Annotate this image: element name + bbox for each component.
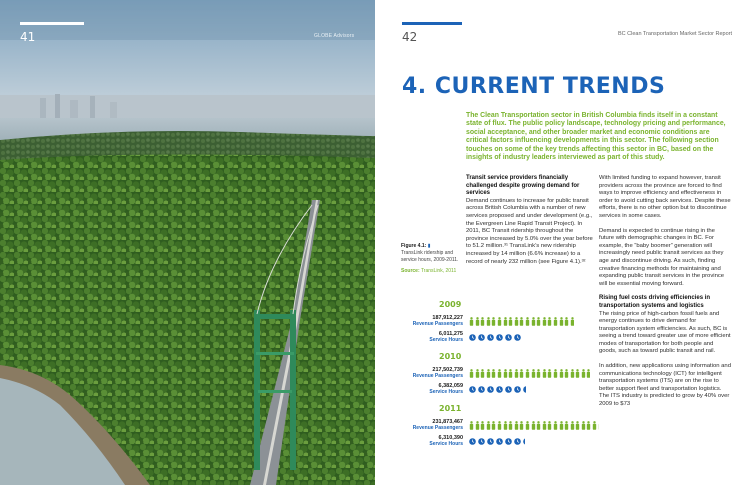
figure-text: TransLink ridership and service hours, 2009-2011. (401, 250, 459, 263)
clock-icon (478, 386, 485, 393)
person-icon (486, 317, 491, 326)
page-number: 41 (20, 30, 36, 44)
person-icon (480, 369, 485, 378)
person-icon (531, 421, 536, 430)
person-icon (598, 421, 599, 430)
person-icon (570, 369, 575, 378)
person-icon (475, 369, 480, 378)
person-icon (536, 369, 541, 378)
body-paragraph: Demand is expected to continue rising in the future with demographic changes in BC. For example, the “baby boomer” generation will increasingly need public transit services as they age and discontinue driving. As such, finding creative financing methods for maintaining and expanding public transit services in the province will be essential moving forward. (599, 227, 725, 287)
source-label: Source: (401, 268, 420, 274)
right-page (375, 0, 750, 485)
header-rule (20, 22, 84, 25)
stat-label (403, 367, 463, 379)
stat-name: Service Hours (429, 389, 463, 395)
clock-icon (505, 438, 512, 445)
stat-name: Revenue Passengers (412, 321, 463, 327)
person-icon (486, 369, 491, 378)
person-icon (497, 369, 502, 378)
running-header: BC Clean Transportation Market Sector Report (617, 31, 732, 37)
running-header: GLOBE Advisors (314, 33, 355, 39)
stat-name: Revenue Passengers (412, 373, 463, 379)
person-icon (486, 421, 491, 430)
subheading-fuel: Rising fuel costs driving efficiencies in transportation systems and logistics (599, 295, 711, 309)
person-icon (497, 421, 502, 430)
body-paragraph: The rising price of high-carbon fossil fuels and energy continues to drive demand for transportation system efficiencies. As such, BC is seeing a trend toward greater use of more efficient modes of transportation for both people and goods, such as toward public transit and rail. (599, 310, 731, 355)
person-icon (547, 369, 552, 378)
person-icon (519, 317, 524, 326)
person-icon (536, 421, 541, 430)
person-icon (570, 421, 575, 430)
chart-icon: ▮ (427, 243, 431, 249)
clock-icon (496, 334, 503, 341)
column-2 (599, 175, 731, 416)
icon-row (469, 333, 523, 342)
clock-icon (523, 438, 525, 445)
stat-value: 6,382,059 (438, 383, 463, 389)
person-icon (497, 317, 502, 326)
figure-label: Figure 4.1: (401, 243, 427, 249)
clock-icon (487, 386, 494, 393)
stat-value: 6,011,275 (438, 331, 463, 337)
subheading-transit: Transit service providers financially challenged despite growing demand for services (466, 175, 580, 197)
stat-label (403, 383, 463, 395)
person-icon (564, 369, 569, 378)
clock-icon (469, 386, 476, 393)
clock-icon (514, 438, 521, 445)
person-icon (592, 421, 597, 430)
figure-caption (401, 243, 463, 275)
body-paragraph: With limited funding to expand however, transit providers across the province are forced to find ways to improve efficiency and effectiveness in order to avoid cutting back services. Despite these efforts, there is no other option but to discontinue services in some cases. (599, 175, 731, 219)
person-icon (480, 421, 485, 430)
stat-value: 231,873,467 (432, 419, 463, 425)
person-icon (475, 317, 480, 326)
passengers-row (403, 419, 573, 434)
person-icon (525, 369, 530, 378)
person-icon (514, 421, 519, 430)
icon-row (469, 421, 599, 430)
person-icon (469, 421, 474, 430)
icon-row (469, 317, 574, 326)
column-1 (466, 175, 594, 273)
clock-icon (514, 334, 521, 341)
person-icon (519, 369, 524, 378)
stat-label (403, 315, 463, 327)
person-icon (514, 369, 519, 378)
person-icon (542, 369, 547, 378)
person-icon (536, 317, 541, 326)
stat-label (403, 331, 463, 343)
icon-row (469, 437, 527, 446)
clock-icon (478, 438, 485, 445)
clock-icon (496, 438, 503, 445)
year-label: 2009 (439, 300, 462, 309)
clock-icon (487, 438, 494, 445)
year-label: 2011 (439, 404, 462, 413)
body-paragraph: Demand continues to increase for public transit across British Columbia with a number of new services proposed and under development (e.g., the Evergreen Line Rapid Transit Project). In 2011, BC Transit ridership throughout the province increased by 5.0% over the year before to 51.2 million.³¹ TransLink’s new ridership increased by 14 million (6.6% increase) to a record of nearly 232 million (see Figure 4.1).³² (466, 197, 593, 265)
person-icon (508, 369, 513, 378)
clock-icon (505, 334, 512, 341)
person-icon (559, 421, 564, 430)
person-icon (469, 369, 474, 378)
person-icon (491, 369, 496, 378)
person-icon (586, 421, 591, 430)
person-icon (491, 421, 496, 430)
stat-value: 187,912,227 (432, 315, 463, 321)
year-label: 2010 (439, 352, 462, 361)
person-icon (480, 317, 485, 326)
person-icon (469, 317, 474, 326)
header-rule (402, 22, 462, 25)
person-icon (503, 369, 508, 378)
person-icon (547, 317, 552, 326)
person-icon (531, 369, 536, 378)
person-icon (547, 421, 552, 430)
person-icon (525, 421, 530, 430)
person-icon (475, 421, 480, 430)
person-icon (553, 369, 558, 378)
section-title: 4. CURRENT TRENDS (402, 74, 666, 99)
person-icon (581, 421, 586, 430)
stat-value: 217,502,739 (432, 367, 463, 373)
person-icon (525, 317, 530, 326)
person-icon (581, 369, 586, 378)
clock-icon (469, 334, 476, 341)
service-hours-row (403, 331, 573, 346)
stat-name: Service Hours (429, 441, 463, 447)
clock-icon (505, 386, 512, 393)
page-number: 42 (402, 30, 418, 44)
source-text: TransLink, 2011 (420, 268, 457, 274)
person-icon (559, 317, 564, 326)
person-icon (553, 421, 558, 430)
stat-name: Service Hours (429, 337, 463, 343)
service-hours-row (403, 383, 573, 398)
person-icon (519, 421, 524, 430)
icon-row (469, 385, 528, 394)
person-icon (542, 317, 547, 326)
person-icon (503, 421, 508, 430)
person-icon (508, 421, 513, 430)
figure-source (401, 268, 463, 275)
person-icon (559, 369, 564, 378)
clock-icon (514, 386, 521, 393)
person-icon (531, 317, 536, 326)
clock-icon (487, 334, 494, 341)
person-icon (503, 317, 508, 326)
person-icon (575, 421, 580, 430)
intro-paragraph: The Clean Transportation sector in British Columbia finds itself in a constant state of flux. The public policy landscape, technology pricing and performance, social acceptance, and other broader market and economic conditions are critical factors influencing developments in this sector. The following section touches on some of the key trends affecting this sector in BC, based on the insights of industry leaders interviewed as part of this study. (466, 112, 726, 162)
stat-name: Revenue Passengers (412, 425, 463, 431)
person-icon (586, 369, 590, 378)
clock-icon (478, 334, 485, 341)
person-icon (542, 421, 547, 430)
person-icon (508, 317, 513, 326)
person-icon (514, 317, 519, 326)
person-icon (570, 317, 574, 326)
stat-label (403, 419, 463, 431)
clock-icon (496, 386, 503, 393)
clock-icon (523, 386, 526, 393)
stat-value: 6,310,390 (438, 435, 463, 441)
person-icon (491, 317, 496, 326)
passengers-row (403, 367, 573, 382)
passengers-row (403, 315, 573, 330)
service-hours-row (403, 435, 573, 450)
person-icon (564, 317, 569, 326)
person-icon (564, 421, 569, 430)
icon-row (469, 369, 591, 378)
person-icon (575, 369, 580, 378)
body-paragraph: In addition, new applications using information and communications technology (ICT) for intelligent transportation systems (ITS) are on the rise to better support fleet and transportation logistics. The ITS industry is predicted to grow by 40% over 2009 to $73 (599, 363, 731, 408)
stat-label (403, 435, 463, 447)
clock-icon (469, 438, 476, 445)
person-icon (553, 317, 558, 326)
